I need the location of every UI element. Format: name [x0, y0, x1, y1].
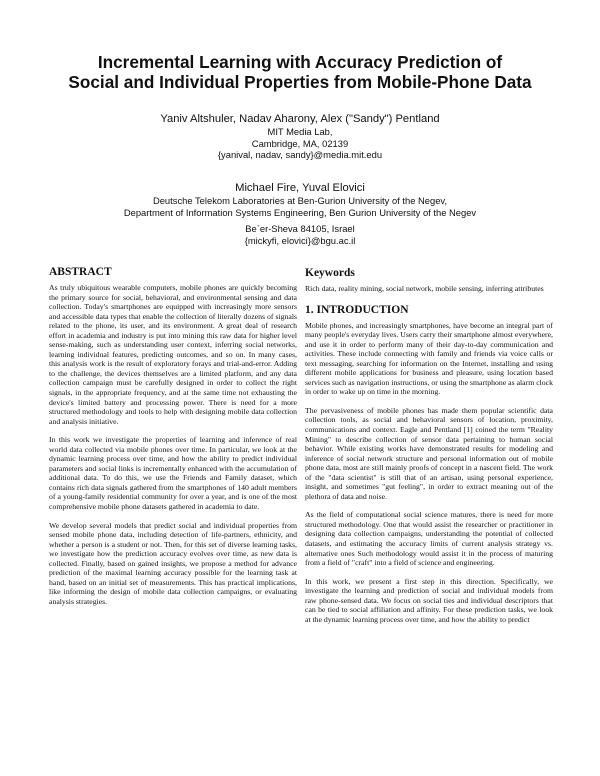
introduction-paragraph: The pervasiveness of mobile phones has made them popular scientific data collection tools, as social and behavioral sensors of location, proximity, communications and context. Eagle and Pentland [1] coined the term "Reality Mining" to describe collection of sensor data pertaining to human social behavior. While existing works have demonstrated results for modeling and inference of social network structure and personal information out of mobile phone data, most are still mainly proofs of concept in a nascent field. The work of the "data scientist" is still that of an artisan, using personal experience, insight, and sometimes "gut feeling", in order to extract meaning out of the plethora of data and noise. — [305, 405, 553, 501]
author-affiliation: Department of Information Systems Engineering, Ben Gurion University of the Negev — [123, 206, 477, 218]
right-column — [305, 265, 553, 631]
author-email: {yanival, nadav, sandy}@media.mit.edu — [217, 149, 383, 160]
introduction-heading: 1. INTRODUCTION — [305, 303, 409, 316]
title-line-1: Incremental Learning with Accuracy Prediction of — [97, 52, 503, 72]
title-line-2: Social and Individual Properties from Mobile-Phone Data — [68, 72, 532, 92]
abstract-heading: ABSTRACT — [49, 266, 112, 278]
author-address: Be`er-Sheva 84105, Israel — [245, 223, 355, 234]
introduction-paragraph: As the field of computational social science matures, there is need for more structured methodology. One that would assist the researcher or practitioner in designing data collection campaigns, understanding the potential of collected datasets, and estimating the accuracy limits of current analysis strategy vs. alternative ones Such methodology would assist it in the process of maturing from a field of "craft" into a field of science and engineering. — [305, 510, 553, 568]
author-affiliation: Deutsche Telekom Laboratories at Ben-Gurion University of the Negev, — [152, 195, 448, 206]
abstract-paragraph: As truly ubiquitous wearable computers, mobile phones are quickly becoming the primary source for social, behavioral, and environmental sensing and data collection. Today's smartphones are equipped with increasingly more sensors and accessible data types that enable the collection of literally dozens of signals related to the phone, its user, and its environment. A great deal of research effort in academia and industry is put into mining this raw data for higher level sense-making, such as understanding user context, inferring social networks, learning individual features, predicting outcomes, and so on. In many cases, this analysis work is the result of exploratory forays and trial-and-error. Adding to the challenge, the devices themselves are a limited platform, and any data collection campaign must be carefully designed in order to collect the right signals, in the appropriate frequency, and at the same time not exhausting the device's limited battery and processing power. There is need for a more structured methodology and tools to help with designing mobile data collection and analysis initiative. — [49, 283, 297, 426]
abstract-paragraph: In this work we investigate the properties of learning and inference of real world data collected via mobile phones over time. In particular, we look at the dynamic learning process over time, and how the ability to predict individual parameters and social links is incrementally enhanced with the accumulation of additional data. To do this, we use the Friends and Family dataset, which contains rich data signals gathered from the smartphones of 140 adult members of a young-family residential community for over a year, and is one of the most comprehensive mobile phone datasets gathered in academia to date. — [49, 435, 297, 512]
paper-title — [40, 52, 560, 92]
author-email: {mickyfi, elovici}@bgu.ac.il — [244, 234, 356, 246]
introduction-paragraph: In this work, we present a first step in this direction. Specifically, we investigate the learning and prediction of social and individual models from raw phone-sensed data. We focus on social ties and individual descriptors that can be tied to social affiliation and affinity. For these prediction tasks, we look at the dynamic learning process over time, and how the ability to predict — [305, 576, 553, 624]
left-column — [49, 265, 297, 614]
keywords-heading: Keywords — [305, 267, 355, 279]
keywords-text: Rich data, reality mining, social network, mobile sensing, inferring attributes — [305, 284, 544, 293]
author-block-mit — [40, 112, 560, 161]
author-affiliation: Cambridge, MA, 02139 — [251, 137, 349, 149]
author-block-bgu — [40, 181, 560, 246]
author-names: Michael Fire, Yuval Elovici — [235, 182, 365, 194]
abstract-paragraph: We develop several models that predict social and individual properties from sensed mobile phone data, including detection of life-partners, ethnicity, and whether a person is a student or not. Then, for this set of diverse learning tasks, we investigate how the prediction accuracy evolves over time, as new data is collected. Finally, based on gained insights, we propose a method for advance prediction of the maximal learning accuracy possible for the learning task at hand, based on an initial set of measurements. This has practical implications, like informing the design of mobile data collection campaigns, or evaluating analysis strategies. — [49, 520, 297, 606]
author-names: Yaniv Altshuler, Nadav Aharony, Alex ("Sandy") Pentland — [160, 113, 440, 125]
introduction-paragraph: Mobile phones, and increasingly smartphones, have become an integral part of many people's everyday lives. Users carry their smartphone almost everywhere, and use it in order to perform many of their day-to-day communication and activities. These include connecting with family and friends via voice calls or text messaging, searching for information on the Internet, installing and using different mobile applications for business and pleasure, using location based services such as navigation instructions, or using the smartphone as alarm clock in order to wake up on time in the morning. — [305, 320, 553, 397]
author-affiliation: MIT Media Lab, — [267, 126, 333, 137]
